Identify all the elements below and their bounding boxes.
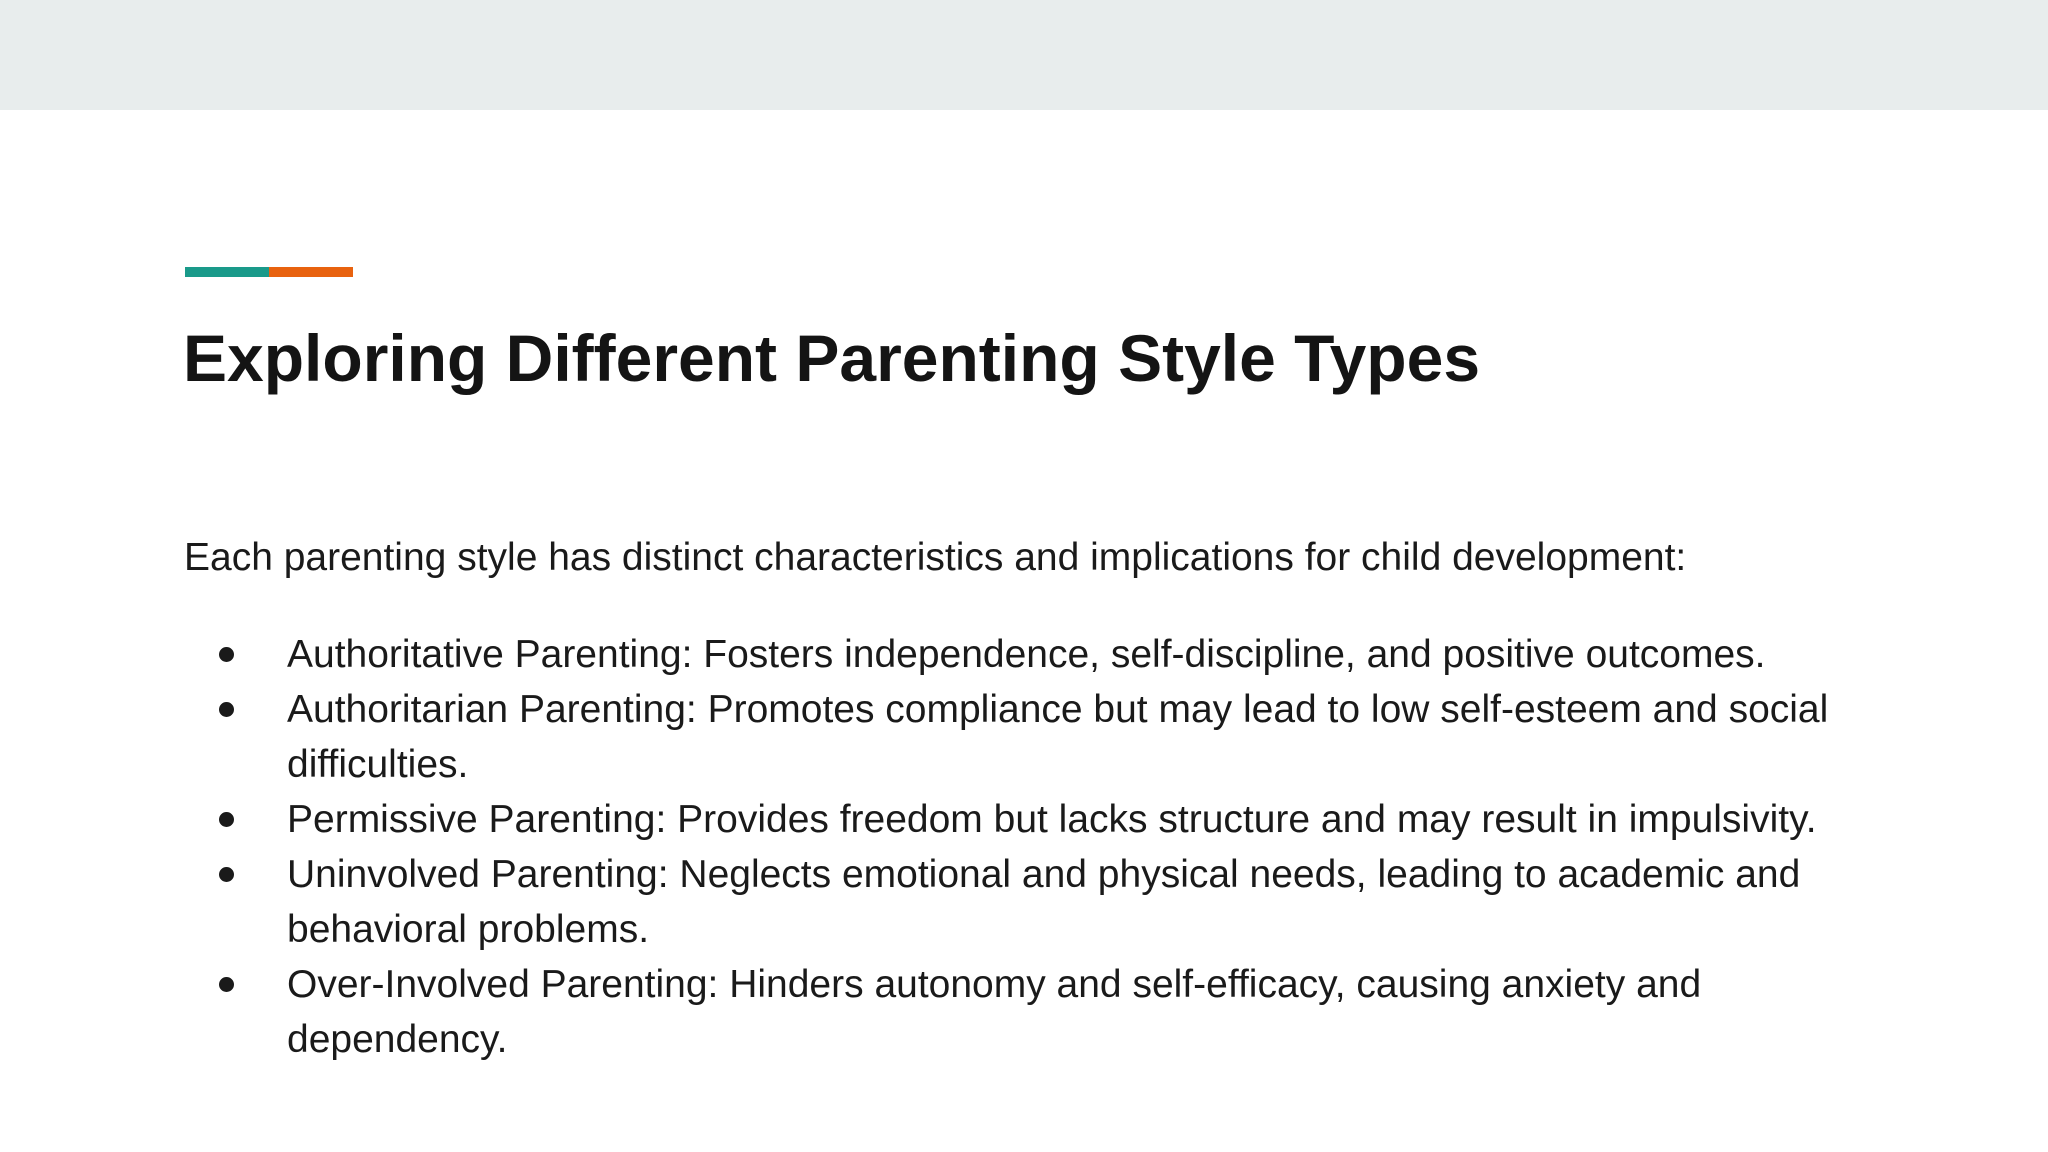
intro-text: Each parenting style has distinct characteristics and implications for child development:	[184, 536, 1687, 579]
bullet-item	[184, 682, 1904, 792]
bullet-item	[184, 847, 1904, 957]
bullet-text: Authoritative Parenting: Fosters independence, self-discipline, and positive outcomes.	[287, 633, 1766, 676]
accent-teal-segment	[185, 267, 269, 277]
accent-orange-segment	[269, 267, 353, 277]
bullet-text: Over-Involved Parenting: Hinders autonomy and self-efficacy, causing anxiety and dependency.	[287, 963, 1702, 1061]
bullet-text: Uninvolved Parenting: Neglects emotional and physical needs, leading to academic and behavioral problems.	[287, 853, 1801, 951]
bullet-list	[184, 627, 1904, 1067]
bullet-item	[184, 957, 1904, 1067]
bullet-text: Authoritarian Parenting: Promotes compliance but may lead to low self-esteem and social difficulties.	[287, 688, 1829, 786]
bullet-dot-icon	[219, 977, 234, 992]
bullet-dot-icon	[219, 812, 234, 827]
bullet-dot-icon	[219, 647, 234, 662]
slide-title: Exploring Different Parenting Style Types	[183, 321, 1481, 395]
bullet-dot-icon	[219, 867, 234, 882]
top-band	[0, 0, 2048, 110]
bullet-item	[184, 792, 1904, 847]
bullet-item	[184, 627, 1904, 682]
bullet-text: Permissive Parenting: Provides freedom but lacks structure and may result in impulsivity.	[287, 798, 1817, 841]
title-accent-bar	[185, 267, 353, 277]
bullet-dot-icon	[219, 702, 234, 717]
